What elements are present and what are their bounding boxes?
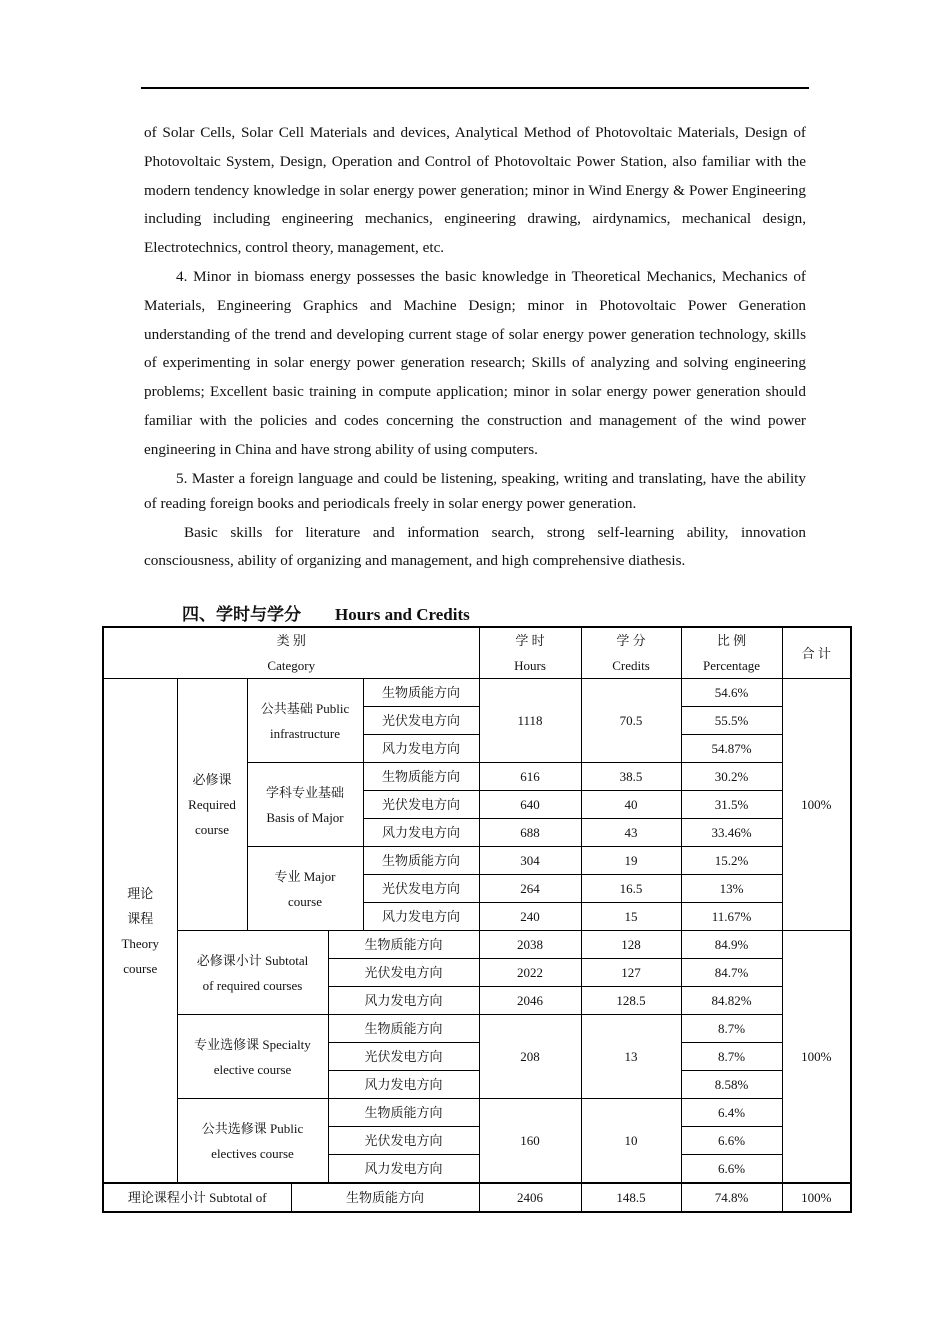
credits-cell: 127 <box>581 959 681 987</box>
percentage-cell: 84.82% <box>681 987 782 1015</box>
percentage-cell: 30.2% <box>681 763 782 791</box>
paragraph: of Solar Cells, Solar Cell Materials and devices, Analytical Method of Photovoltaic Materials, Design of Photovoltaic System, Design, Operation and Control of Photovoltaic Power Station, also familiar with the modern tendency knowledge in solar energy power generation; minor in Wind Energy & Power Engineering including including engineering mechanics, engineering drawing, airdynamics, mechanical design, Electrotechnics, control theory, management, etc. <box>144 124 806 257</box>
percentage-cell: 55.5% <box>681 707 782 735</box>
hours-cell: 304 <box>479 847 581 875</box>
hours-cell: 2038 <box>479 931 581 959</box>
total-cell: 100% <box>782 931 851 1184</box>
table-row <box>103 1099 851 1127</box>
total-cell: 100% <box>782 679 851 931</box>
header-percentage: 比 例 Percentage <box>681 627 782 679</box>
percentage-cell: 31.5% <box>681 791 782 819</box>
direction-cell: 风力发电方向 <box>328 1071 479 1099</box>
table-row <box>103 679 851 707</box>
theory-course-cell: 理论 课程 Theory course <box>103 679 177 1184</box>
paragraph: 4. Minor in biomass energy possesses the basic knowledge in Theoretical Mechanics, Mechanics of Materials, Engineering Graphics and Machine Design; minor in Photovoltaic Power Generation understanding of the trend and developing current stage of solar energy power generation technology, skills of experimenting in solar energy power generation research; Skills of analyzing and solving engineering problems; Excellent basic training in compute application; minor in solar energy power generation should familiar with the policies and codes concerning the construction and management of the wind power engineering in China and have strong ability of using computers. <box>144 267 806 458</box>
direction-cell: 生物质能方向 <box>363 679 479 707</box>
percentage-cell: 8.58% <box>681 1071 782 1099</box>
hours-cell: 2406 <box>479 1183 581 1212</box>
header-total: 合 计 <box>782 627 851 679</box>
major-course-cell: 专业 Major course <box>247 847 363 931</box>
direction-cell: 光伏发电方向 <box>328 1043 479 1071</box>
hours-cell: 2022 <box>479 959 581 987</box>
direction-cell: 风力发电方向 <box>328 987 479 1015</box>
table-row <box>103 1015 851 1043</box>
table-row <box>103 1183 851 1212</box>
credits-cell: 38.5 <box>581 763 681 791</box>
paragraph: Basic skills for literature and information search, strong self-learning ability, innovation consciousness, ability of organizing and management, and high comprehensive diathesis. <box>144 523 806 570</box>
public-infrastructure-cell: 公共基础 Public infrastructure <box>247 679 363 763</box>
percentage-cell: 54.87% <box>681 735 782 763</box>
credits-cell: 10 <box>581 1099 681 1184</box>
direction-cell: 光伏发电方向 <box>328 1127 479 1155</box>
credits-cell: 128.5 <box>581 987 681 1015</box>
hours-cell: 616 <box>479 763 581 791</box>
header-rule <box>141 87 809 89</box>
total-cell: 100% <box>782 1183 851 1212</box>
hours-credits-table <box>102 626 852 1213</box>
hours-cell: 264 <box>479 875 581 903</box>
header-credits: 学 分 Credits <box>581 627 681 679</box>
percentage-cell: 84.7% <box>681 959 782 987</box>
hours-cell: 160 <box>479 1099 581 1184</box>
credits-cell: 13 <box>581 1015 681 1099</box>
header-category: 类 别 Category <box>103 627 479 679</box>
percentage-cell: 13% <box>681 875 782 903</box>
percentage-cell: 54.6% <box>681 679 782 707</box>
direction-cell: 风力发电方向 <box>363 819 479 847</box>
basis-of-major-cell: 学科专业基础 Basis of Major <box>247 763 363 847</box>
hours-cell: 208 <box>479 1015 581 1099</box>
direction-cell: 生物质能方向 <box>363 763 479 791</box>
direction-cell: 风力发电方向 <box>328 1155 479 1184</box>
percentage-cell: 15.2% <box>681 847 782 875</box>
direction-cell: 生物质能方向 <box>328 931 479 959</box>
hours-cell: 240 <box>479 903 581 931</box>
direction-cell: 光伏发电方向 <box>363 707 479 735</box>
hours-cell: 640 <box>479 791 581 819</box>
body-text <box>144 119 806 576</box>
subtotal-required-cell: 必修课小计 Subtotal of required courses <box>177 931 328 1015</box>
direction-cell: 光伏发电方向 <box>328 959 479 987</box>
percentage-cell: 8.7% <box>681 1043 782 1071</box>
percentage-cell: 6.6% <box>681 1127 782 1155</box>
direction-cell: 生物质能方向 <box>291 1183 479 1212</box>
header-row <box>103 627 851 679</box>
hours-cell: 2046 <box>479 987 581 1015</box>
paragraph: 5. Master a foreign language and could be listening, speaking, writing and translating, have the ability of reading foreign books and periodicals freely in solar energy power generation. <box>144 469 806 513</box>
percentage-cell: 84.9% <box>681 931 782 959</box>
direction-cell: 光伏发电方向 <box>363 875 479 903</box>
direction-cell: 生物质能方向 <box>328 1099 479 1127</box>
required-course-cell: 必修课 Required course <box>177 679 247 931</box>
direction-cell: 风力发电方向 <box>363 903 479 931</box>
credits-cell: 19 <box>581 847 681 875</box>
credits-cell: 128 <box>581 931 681 959</box>
percentage-cell: 8.7% <box>681 1015 782 1043</box>
public-electives-cell: 公共选修课 Public electives course <box>177 1099 328 1184</box>
percentage-cell: 11.67% <box>681 903 782 931</box>
hours-cell: 688 <box>479 819 581 847</box>
percentage-cell: 74.8% <box>681 1183 782 1212</box>
theory-subtotal-label: 理论课程小计 Subtotal of <box>103 1183 291 1212</box>
percentage-cell: 33.46% <box>681 819 782 847</box>
section-heading: 四、学时与学分 Hours and Credits <box>182 605 470 624</box>
credits-cell: 16.5 <box>581 875 681 903</box>
table-row <box>103 931 851 959</box>
specialty-elective-cell: 专业选修课 Specialty elective course <box>177 1015 328 1099</box>
hours-cell: 1118 <box>479 679 581 763</box>
credits-cell: 43 <box>581 819 681 847</box>
header-hours: 学 时 Hours <box>479 627 581 679</box>
direction-cell: 风力发电方向 <box>363 735 479 763</box>
credits-cell: 70.5 <box>581 679 681 763</box>
credits-cell: 15 <box>581 903 681 931</box>
percentage-cell: 6.4% <box>681 1099 782 1127</box>
direction-cell: 光伏发电方向 <box>363 791 479 819</box>
percentage-cell: 6.6% <box>681 1155 782 1184</box>
credits-cell: 148.5 <box>581 1183 681 1212</box>
credits-cell: 40 <box>581 791 681 819</box>
direction-cell: 生物质能方向 <box>328 1015 479 1043</box>
direction-cell: 生物质能方向 <box>363 847 479 875</box>
